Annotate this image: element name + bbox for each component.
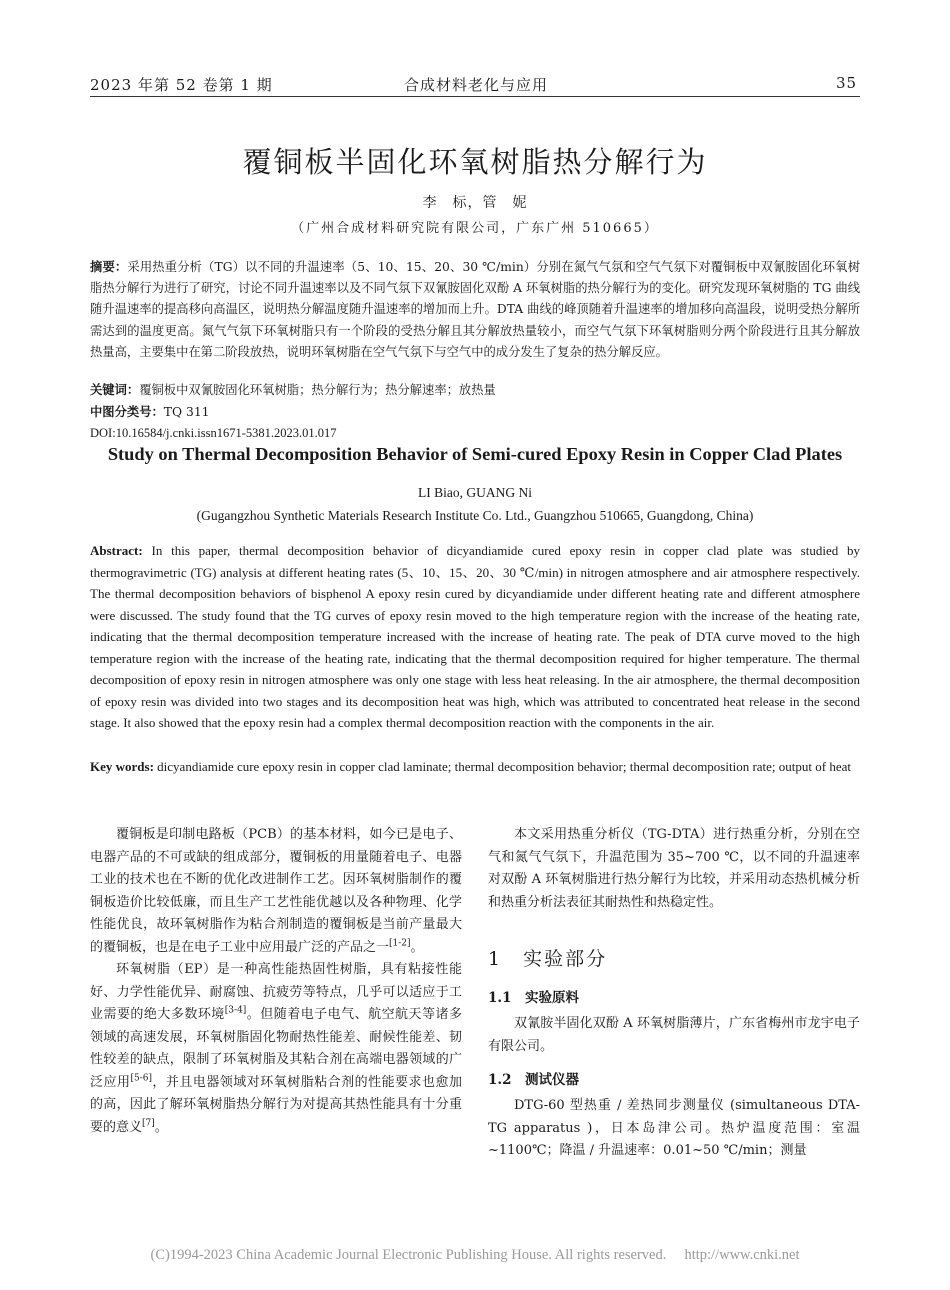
clc-text: TQ 311: [163, 405, 210, 419]
intro-p2-end: 。: [154, 1119, 168, 1135]
header-rule: [90, 96, 860, 97]
journal-issue: 2023 年第 52 卷第 1 期: [90, 76, 273, 94]
english-title: Study on Thermal Decomposition Behavior of Semi-cured Epoxy Resin in Copper Clad Plates: [107, 444, 843, 464]
copyright-footer: (C)1994-2023 China Academic Journal Electronic Publishing House. All rights reserved. http://www.cnki.net: [150, 1247, 800, 1263]
paper-title: 覆铜板半固化环氧树脂热分解行为: [242, 145, 708, 179]
materials-text: [488, 1013, 860, 1058]
keywords-cn-text: 覆铜板中双氰胺固化环氧树脂；热分解行为；热分解速率；放热量: [139, 383, 496, 397]
intro-paragraph-3: 本文采用热重分析仪（TG-DTA）进行热重分析，分别在空气和氮气气氛下，升温范围为 35~700 ℃，以不同的升温速率对双酚 A 环氧树脂进行热分解行为比较，并采用动态热机械分析和热重分析法表征其耐热性和热稳定性。: [488, 827, 860, 910]
intro-paragraph-1: [90, 824, 462, 959]
intro-paragraph-2: [90, 959, 462, 1139]
citation: [5-6]: [130, 1073, 152, 1084]
keywords-cn: [90, 379, 860, 401]
citation: [1-2]: [389, 938, 411, 949]
doi: DOI:10.16584/j.cnki.issn1671-5381.2023.01.017: [90, 426, 337, 440]
intro-p1-end: 。: [410, 939, 424, 955]
clc: [90, 401, 860, 423]
left-column: [90, 824, 462, 1139]
section-heading-1: 1 实验部分: [488, 948, 608, 970]
keywords-en: [90, 756, 860, 778]
affiliation: （广州合成材料研究院有限公司，广东广州 510665）: [291, 221, 659, 236]
subsection-heading-1-2: 1.2 测试仪器: [488, 1072, 579, 1088]
right-column-intro: [488, 824, 860, 914]
citation: [3-4]: [224, 1005, 247, 1016]
journal-name: 合成材料老化与应用: [404, 76, 549, 94]
materials-paragraph: 双氰胺半固化双酚 A 环氧树脂薄片，广东省梅州市龙宇电子有限公司。: [488, 1016, 860, 1054]
authors: 李 标，管 妮: [422, 195, 528, 211]
abstract-cn-text: 采用热重分析（TG）以不同的升温速率（5、10、15、20、30 ℃/min）分别在氮气气氛和空气气氛下对覆铜板中双氰胺固化环氧树脂热分解行为进行了研究，讨论不同升温速率以及不同气氛下双氰胺固化双酚 A 环氧树脂的热分解行为的变化。研究发现环氧树脂的 TG 曲线随升温速率的提高移向高温区，说明热分解温度随升温速率的增加而上升。DTA 曲线的峰顶随着升温速率的增加移向高温段，说明受热分解所需达到的温度更高。氮气气氛下环氧树脂只有一个阶段的受热分解且其分解放热量较小，而空气气氛下环氧树脂则分两个阶段进行且其分解放热量高，主要集中在第二阶段放热，说明环氧树脂在空气气氛下与空气中的成分发生了复杂的热分解反应。: [90, 260, 860, 359]
keywords-en-text: dicyandiamide cure epoxy resin in copper clad laminate; thermal decomposition behavior; thermal decomposition rate; output of heat: [157, 759, 852, 774]
abstract-en-label: Abstract:: [90, 543, 143, 558]
intro-p2-text: ，并且电器领域对环氧树脂粘合剂的性能要求也愈加的高，因此了解环氧树脂热分解行为对提高其热性能具有十分重要的意义: [90, 1074, 462, 1135]
page-number: 35: [836, 74, 858, 92]
keywords-cn-label: 关键词：: [90, 382, 140, 397]
english-affiliation: (Gugangzhou Synthetic Materials Research Institute Co. Ltd., Guangzhou 510665, Guangdong, China): [196, 508, 754, 523]
abstract-en: [90, 540, 860, 734]
abstract-en-text: In this paper, thermal decomposition behavior of dicyandiamide cured epoxy resin in copper clad plate was studied by thermogravimetric (TG) analysis at different heating rates (5、10、15、20、30 ℃/min) in nitrogen atmosphere and air atmosphere respectively. The thermal decomposition behaviors of bisphenol A epoxy resin cured by dicyandiamide under different heating rate and different atmosphere were discussed. The study found that the TG curves of epoxy resin moved to the high temperature region with the increase of the heating rate, indicating that the thermal decomposition temperature increased with the increase of heating rate. The peak of DTA curve moved to the high temperature region with the increase of the heating rate, indicating that the thermal decomposition required for higher temperature. The thermal decomposition of epoxy resin in nitrogen atmosphere was only one stage with less heat releasing. In the air atmosphere, the thermal decomposition of epoxy resin was divided into two stages and its decomposition heat was high, which was attributed to concentrated heat release in the second stage. It also showed that the epoxy resin had a complex thermal decomposition reaction with the components in the air.: [90, 543, 861, 730]
citation: [7]: [142, 1118, 155, 1129]
intro-p1-text: 覆铜板是印制电路板（PCB）的基本材料，如今已是电子、电器产品的不可或缺的组成部分，覆铜板的用量随着电子、电器工业的技术也在不断的优化改进制作工艺。因环氧树脂制作的覆铜板造价比较低廉，而且生产工艺性能优越以及各种物理、化学性能优良，故环氧树脂作为粘合剂制造的覆铜板是当前产量最大的覆铜板，也是在电子工业中应用最广泛的产品之一: [90, 827, 462, 955]
keywords-en-label: Key words:: [90, 759, 154, 774]
abstract-cn-label: 摘要：: [90, 259, 128, 274]
intro-p2-text: 。但随着电子电气、航空航天等诸多领域的高速发展，环氧树脂固化物耐热性能差、耐候性能差、韧性较差的缺点，限制了环氧树脂及其粘合剂在高端电器领域的广泛应用: [90, 1007, 462, 1090]
abstract-cn: [90, 256, 860, 363]
clc-label: 中图分类号：: [90, 404, 164, 419]
english-authors: LI Biao, GUANG Ni: [418, 485, 532, 500]
instrument-paragraph: DTG-60 型热重 / 差热同步测量仪 (simultaneous DTA-TG apparatus )，日本岛津公司。热炉温度范围：室温 ~1100℃；降温 / 升温速率：0.01~50 ℃/min；测量: [488, 1098, 860, 1158]
subsection-heading-1-1: 1.1 实验原料: [488, 990, 579, 1006]
intro-p2-text: 环氧树脂（EP）是一种高性能热固性树脂，具有粘接性能好、力学性能优异、耐腐蚀、抗疲劳等特点，几乎可以适应于工业需要的绝大多数环境: [90, 962, 462, 1022]
instrument-text: [488, 1095, 860, 1163]
